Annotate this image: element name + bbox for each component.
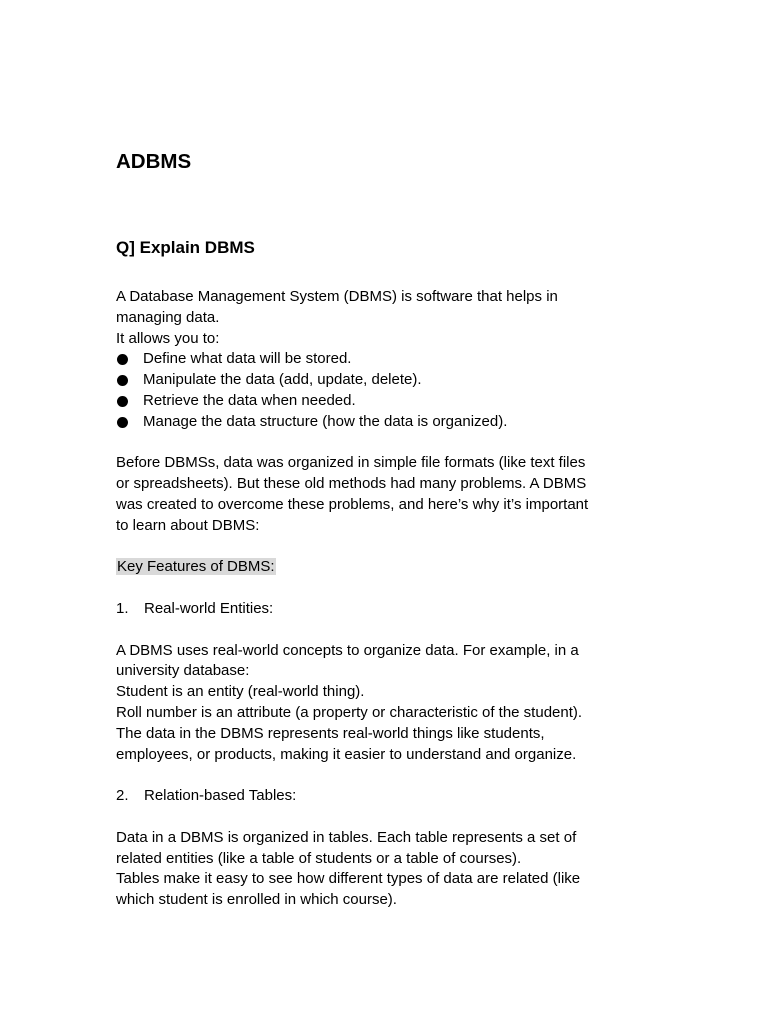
paragraph-line: A DBMS uses real-world concepts to organize data. For example, in a [116,641,579,659]
list-item-text: Retrieve the data when needed. [143,391,356,409]
list-item [116,391,676,412]
intro-line: It allows you to: [116,329,220,347]
paragraph-line: or spreadsheets). But these old methods had many problems. A DBMS [116,475,587,493]
features-heading-line [116,557,676,578]
list-item-text: Manage the data structure (how the data is organized). [143,412,508,430]
feature-number: 2. [116,787,129,805]
intro-paragraph [116,287,676,349]
intro-line: managing data. [116,308,220,326]
paragraph-line: Data in a DBMS is organized in tables. Each table represents a set of [116,828,577,846]
capabilities-list [116,349,676,432]
paragraph-spacer [116,807,676,828]
feature-heading-2 [116,786,676,807]
paragraph-line: was created to overcome these problems, and here’s why it’s important [116,495,589,513]
background-paragraph [116,453,676,536]
intro-line: A Database Management System (DBMS) is software that helps in [116,288,558,305]
question-heading: Q] Explain DBMS [116,238,255,257]
paragraph-spacer [116,578,676,599]
paragraph-spacer [116,537,676,558]
paragraph-line: which student is enrolled in which course). [116,891,397,909]
feature-description-1 [116,641,676,766]
features-heading: Key Features of DBMS: [117,558,275,576]
feature-description-2 [116,828,676,911]
paragraph-spacer [116,765,676,786]
paragraph-line: The data in the DBMS represents real-world things like students, [116,724,545,742]
list-item [116,370,676,391]
paragraph-line: related entities (like a table of students or a table of courses). [116,849,522,867]
paragraph-spacer [116,620,676,641]
list-item [116,349,676,370]
paragraph-line: Roll number is an attribute (a property or characteristic of the student). [116,703,583,721]
bullet-icon [117,375,128,386]
paragraph-spacer [116,433,676,454]
paragraph-line: employees, or products, making it easier to understand and organize. [116,745,577,763]
feature-title: Real-world Entities: [144,599,274,617]
bullet-icon [117,396,128,407]
list-item-text: Manipulate the data (add, update, delete). [143,371,422,389]
paragraph-line: to learn about DBMS: [116,516,260,534]
list-item-text: Define what data will be stored. [143,350,352,368]
bullet-icon [117,354,128,365]
paragraph-line: Before DBMSs, data was organized in simple file formats (like text files [116,454,586,472]
feature-heading-1 [116,599,676,620]
document-body [116,287,676,911]
paragraph-line: university database: [116,662,250,680]
feature-title: Relation-based Tables: [144,787,297,805]
bullet-icon [117,417,128,428]
document-title: ADBMS [116,150,192,173]
paragraph-line: Student is an entity (real-world thing). [116,683,365,701]
paragraph-line: Tables make it easy to see how different types of data are related (like [116,870,581,888]
list-item [116,412,676,433]
feature-number: 1. [116,599,129,617]
